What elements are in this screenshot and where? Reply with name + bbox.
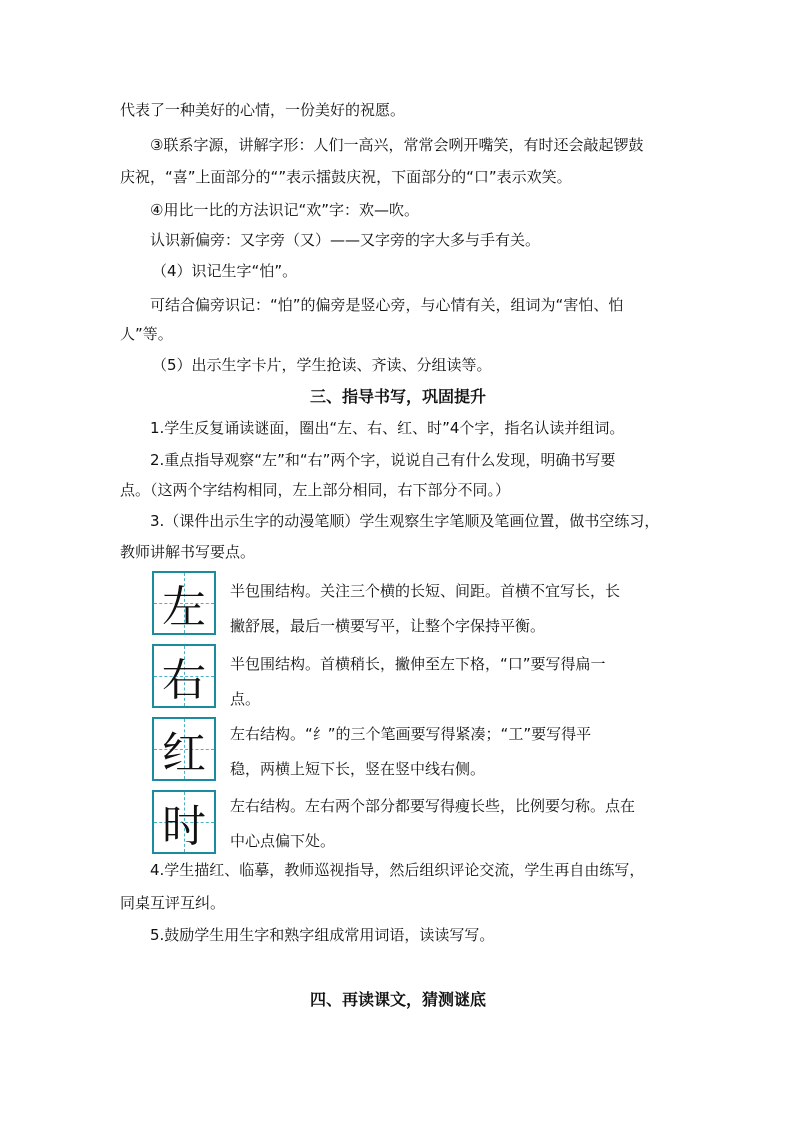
description-line: 左右结构。“纟”的三个笔画要写得紧凑；“工”要写得平 bbox=[230, 725, 592, 743]
character-description bbox=[230, 647, 676, 717]
paragraph-line: （4）识记生字“怕”。 bbox=[152, 262, 298, 280]
paragraph-line: 3.（课件出示生字的动漫笔顺）学生观察生字笔顺及笔画位置，做书空练习， bbox=[150, 512, 660, 530]
description-line: 半包围结构。关注三个横的长短、间距。首横不宜写长，长 bbox=[230, 582, 621, 600]
model-character: 左 bbox=[162, 582, 206, 633]
description-line: 半包围结构。首横稍长，撇伸至左下格，“口”要写得扁一 bbox=[230, 655, 606, 673]
description-line: 点。 bbox=[230, 690, 261, 708]
tianzige-grid bbox=[152, 717, 216, 781]
tianzige-grid bbox=[152, 644, 216, 708]
paragraph-line: （5）出示生字卡片，学生抢读、齐读、分组读等。 bbox=[152, 356, 492, 374]
model-character: 时 bbox=[162, 801, 206, 852]
paragraph-line: 5.鼓励学生用生字和熟字组成常用词语，读读写写。 bbox=[150, 926, 495, 944]
paragraph-line: 1.学生反复诵读谜面，圈出“左、右、红、时”4个字，指名认读并组词。 bbox=[150, 419, 625, 437]
paragraph-line: 点。（这两个字结构相同，左上部分相同，右下部分不同。） bbox=[120, 481, 511, 499]
paragraph-line: ④用比一比的方法识记“欢”字：欢—吹。 bbox=[150, 201, 419, 219]
paragraph-line: 认识新偏旁：又字旁（又）——又字旁的字大多与手有关。 bbox=[150, 231, 541, 249]
paragraph-line: 人”等。 bbox=[120, 325, 173, 343]
paragraph-line: 庆祝，“喜”上面部分的“”表示擂鼓庆祝，下面部分的“口”表示欢笑。 bbox=[120, 168, 572, 186]
description-line: 撇舒展，最后一横要写平，让整个字保持平衡。 bbox=[230, 617, 546, 635]
character-description bbox=[230, 789, 676, 859]
description-line: 稳，两横上短下长，竖在竖中线右侧。 bbox=[230, 760, 486, 778]
paragraph-line: 可结合偏旁识记：“怕”的偏旁是竖心旁，与心情有关，组词为“害怕、怕 bbox=[150, 296, 624, 314]
paragraph-line: 2.重点指导观察“左”和“右”两个字，说说自己有什么发现，明确书写要 bbox=[150, 451, 616, 469]
model-character: 右 bbox=[162, 655, 206, 706]
section-heading-3: 三、指导书写，巩固提升 bbox=[309, 387, 486, 406]
model-character: 红 bbox=[162, 728, 206, 779]
paragraph-line: 4.学生描红、临摹，教师巡视指导，然后组织评论交流，学生再自由练写， bbox=[150, 861, 645, 879]
paragraph-line: 代表了一种美好的心情，一份美好的祝愿。 bbox=[120, 101, 406, 119]
tianzige-grid bbox=[152, 790, 216, 854]
description-line: 左右结构。左右两个部分都要写得瘦长些，比例要匀称。点在 bbox=[230, 797, 636, 815]
paragraph-line: 同桌互评互纠。 bbox=[120, 894, 226, 912]
paragraph-line: ③联系字源，讲解字形：人们一高兴，常常会咧开嘴笑，有时还会敲起锣鼓 bbox=[150, 136, 644, 154]
description-line: 中心点偏下处。 bbox=[230, 832, 336, 850]
paragraph-line: 教师讲解书写要点。 bbox=[120, 543, 256, 561]
section-heading-4: 四、再读课文，猜测谜底 bbox=[309, 990, 486, 1009]
tianzige-grid bbox=[152, 571, 216, 635]
character-description bbox=[230, 717, 676, 787]
character-description bbox=[230, 574, 676, 644]
